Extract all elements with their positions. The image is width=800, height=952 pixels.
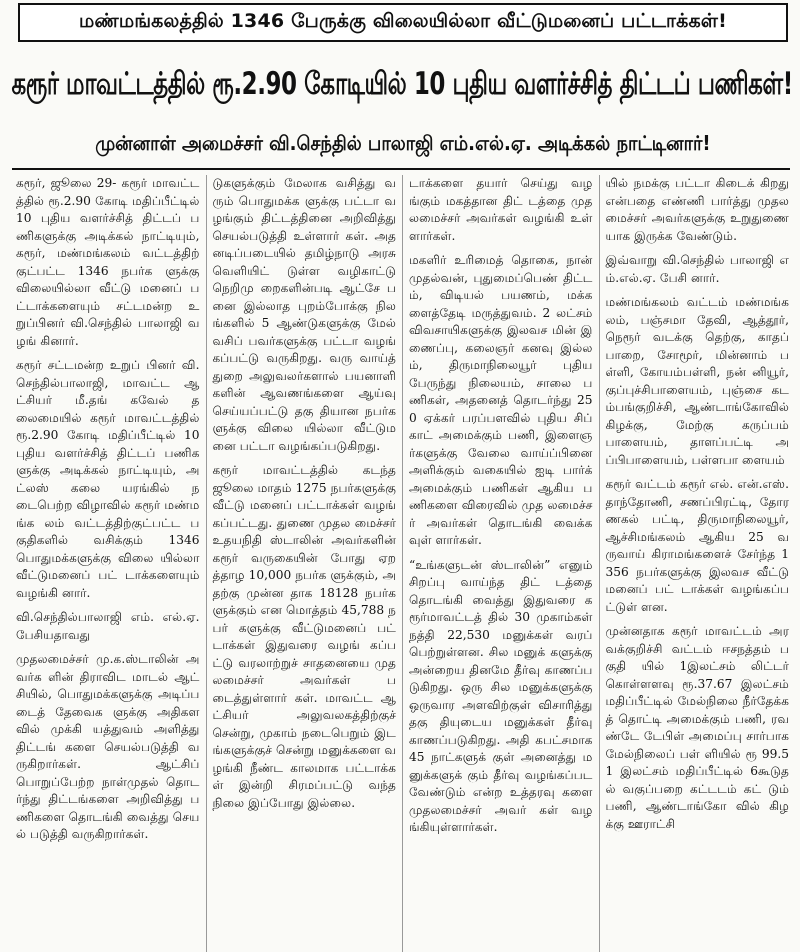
paragraph: கரூர் வட்டம் கரூர் எல். என்.எஸ். தாந்தோணி, சணப்பிரட்டி, தோரணகல் பட்டி, திருமாநிலையூர், ஆச்சிமங்கலம் ஆகிய 25 வருவாய் கிராமங்களைச் சேர்ந்த 1356 நபர்களுக்கு இலவச வீட்டு மனைப் பட் டாக்கள் வழங்கப்பட்டுள் ளன. xyxy=(605,477,789,614)
paragraph: கரூர் சட்டமன்ற உறுப் பினர் வி. செந்தில்பாலாஜி, மாவட்ட ஆட்சியர் மீ.தங் கவேல் தலைமையில் கரூர் மாவட்டத்தில் ரூ.2.90 கோடி மதிப்பீட்டில் 10 புதிய வளர்ச்சித் திட்டப் பணிகளுக்கு அடிக்கல் நாட்டியும், அட்லஸ் கலை யரங்கில் நடைபெற்ற விழாவில் கரூர் மண்மங்க லம் வட்டத்திற்குட்பட்ட பகுதிகளில் வசிக்கும் 1346 பொதுமக்களுக்கு விலை யில்லா வீட்டுமனைப் பட் டாக்களையும் வழங்கி னார். xyxy=(16,358,200,600)
article-column-1 xyxy=(10,175,207,952)
paragraph: கரூர் மாவட்டத்தில் கடந்த ஜூலை மாதம் 1275 நபர்களுக்கு வீட்டு மனைப் பட்டாக்கள் வழங் கப்பட்டது. துணை முதல மைச்சர் உதயநிதி ஸ்டாலின் அவர்களின் கரூர் வருகையின் போது ஏறத்தாழ 10,000 நபர்க ளுக்கும், அதற்கு முன்ன தாக 18128 நபர்களுக்கும் என மொத்தம் 45,788 நபர் களுக்கு வீட்டுமனைப் பட் டாக்கள் இதுவரை வழங் கப்பட்டு வரலாற்றுச் சாதனையை முதலமைச்சர் அவர்கள் படைத்துள்ளார் கள். மாவட்ட ஆட்சியர் அலுவலகத்திற்குச் சென்று, முகாம் நடைபெறும் இடங்களுக்குச் சென்று மனுக்களை வழங்கி நீண்ட காலமாக பட்டாக்கள் இன்றி சிரமப்பட்டு வந்த நிலை இப்போது இல்லை. xyxy=(212,463,396,810)
article-column-4 xyxy=(600,175,796,952)
divider-rule xyxy=(12,168,790,170)
paragraph: டாக்களை தயார் செய்து வழங்கும் மகத்தான திட் டத்தை முதலமைச்சர் அவர்கள் வழங்கி உள் ளார்கள். xyxy=(409,176,593,243)
paragraph: கரூர், ஜூலை 29- கரூர் மாவட்டத்தில் ரூ.2.90 கோடி மதிப்பீட்டில் 10 புதிய வளர்ச்சித் திட்டப் பணிகளுக்கு அடிக்கல் நாட்டியும், கரூர், மண்மங்கலம் வட்டத்திற் குட்பட்ட 1346 நபர்க ளுக்கு விலையில்லா வீட்டு மனைப் பட்டாக்களையும் சட்டமன்ற உறுப்பினர் வி.செந்தில் பாலாஜி வழங் கினார். xyxy=(16,176,200,348)
article-column-3 xyxy=(403,175,600,952)
kicker-banner xyxy=(18,3,788,42)
paragraph: இவ்வாறு வி.செந்தில் பாலாஜி எம்.எல்.ஏ. பேசி னார். xyxy=(605,253,789,285)
paragraph: யில் நமக்கு பட்டா கிடைக் கிறது என்பதை எண்ணி பார்த்து முதலமைச்சர் அவர்களுக்கு உறுதுணை யாக இருக்க வேண்டும். xyxy=(605,176,789,243)
paragraph: டுகளுக்கும் மேலாக வசித்து வரும் பொதுமக்க ளுக்கு பட்டா வழங்கும் திட்டத்தினை அறிவித்து செயல்படுத்தி உள்ளார் கள். அதனடிப்படையில் தமிழ்நாடு அரசு வெளியிட் டுள்ள வழிகாட்டு நெறிமு றைகளின்படி ஆட்சே பனை இல்லாத புறம்போக்கு நிலங்களில் 5 ஆண்டுகளுக்கு மேல் வசிப் பவர்களுக்கு பட்டா வழங் கப்பட்டு வருகிறது. வரு வாய்த் துறை அலுவலர்களால் பயனாளி களின் ஆவணங்களை ஆய்வு செய்யப்பட்டு தகு தியான நபர்களுக்கு விலை யில்லா வீட்டுமனை பட்டா வழங்கப்படுகிறது. xyxy=(212,176,396,453)
subheadline-text: முன்னாள் அமைச்சர் வி.செந்தில் பாலாஜி எம்.எல்.ஏ. அடிக்கல் நாட்டினார்! xyxy=(94,130,711,155)
paragraph: மகளிர் உரிமைத் தொகை, நான் முதல்வன், புதுமைப்பெண் திட்டம், விடியல் பயணம், மக்க ளைத்தேடி மருத்துவம். 2 லட்சம் விவசாயிகளுக்கு இலவச மின் இணைப்பு, கலைஞர் கனவு இல்லம், திருமாநிலையூர் புதிய பேருந்து நிலையம், சாலை பணிகள், அதனைத் தொடர்ந்து 250 ஏக்கர் பரப்பளவில் புதிய சிப் காட் அமைக்கும் பணி, இளைஞர்களுக்கு வேலை வாய்ப்பினை அளிக்கும் வகையில் ஐடி பார்க் அமைக்கும் பணிகள் ஆகிய பணிகளை விரைவில் முத லமைச்சர் அவர்கள் தொடங்கி வைக்கவுள் ளார்கள். xyxy=(409,253,593,547)
kicker-text: மண்மங்கலத்தில் 1346 பேருக்கு விலையில்லா வீட்டுமனைப் பட்டாக்கள்! xyxy=(78,10,728,32)
paragraph: வி.செந்தில்பாலாஜி எம். எல்.ஏ. பேசியதாவது xyxy=(16,610,200,642)
paragraph: முதலமைச்சர் மு.க.ஸ்டாலின் அவர்க ளின் திராவிட மாடல் ஆட் சியில், பொதுமக்களுக்கு அடிப்படைத் தேவைக ளுக்கு அதிகளவில் முக்கி யத்துவம் அளித்து திட்டங் களை செயல்படுத்தி வருகிறார்கள். ஆட்சிப் பொறுப்பேற்ற நாள்முதல் தொடர்ந்து திட்டங்களை அறிவித்து பணிகளை தொடங்கி வைத்து செயல் படுத்தி வருகிறார்கள். xyxy=(16,652,200,841)
subheadline xyxy=(10,124,795,164)
paragraph: மண்மங்கலம் வட்டம் மண்மங்கலம், பஞ்சமா தேவி, ஆத்தூர், நெரூர் வடக்கு தெற்கு, காதப் பாறை, சோமூர், மின்னாம் பள்ளி, கோயம்பள்ளி, நன் னியூர், குப்புச்சிபாளையம், புஞ்சை கடம்பங்குறிச்சி, ஆண்டாங்கோவில் கிழக்கு, மேற்கு கருப்பம் பாளையம், தாளப்பட்டி அப்பிபாளையம், பள்ளபா ளையம் xyxy=(605,295,789,467)
paragraph: முன்னதாக கரூர் மாவட்டம் அரவக்குறிச்சி வட்டம் ஈசநத்தம் பகுதி யில் 1இலட்சம் லிட்டர் கொள்ளளவு ரூ.37.67 இலட்சம் மதிப்பீட்டில் மேல்நிலை நீர்தேக்கத் தொட்டி அமைக்கும் பணி, ரவண்டே டேபிள் அமைப்பு சார்பாக மேல்நிலைப் பள் ளியில் ரூ 99.51 இலட்சம் மதிப்பீட்டில் 6கூடுதல் வகுப்பறை கட்டடம் கட் டும் பணி, ஆண்டாங்கோ வில் கிழக்கு ஊராட்சி xyxy=(605,624,789,831)
article-column-2 xyxy=(207,175,404,952)
article-body xyxy=(10,175,795,952)
headline xyxy=(10,50,795,122)
paragraph: “உங்களுடன் ஸ்டாலின்” எனும் சிறப்பு வாய்ந்த திட் டத்தை தொடங்கி வைத்து இதுவரை கரூர்மாவட்டத் தில் 30 முகாம்கள் நத்தி 22,530 மனுக்கள் வரப் பெற்றுள்ளன. சில மனுக் களுக்கு அன்றைய தினமே தீர்வு காணப்படுகிறது. ஒரு சில மனுக்களுக்கு ஒருவார அளவிற்குள் விசாரித்து தகு தியுடைய மனுக்கள் தீர்வு காணப்படுகிறது. அதி கபட்சமாக 45 நாட்களுக் குள் அனைத்து மனுக்களுக் கும் தீர்வு வழங்கப்பட வேண்டும் என்ற உத்தரவு களை முதலமைச்சர் அவர் கள் வழங்கியுள்ளார்கள். xyxy=(409,557,593,834)
headline-text: கரூர் மாவட்டத்தில் ரூ.2.90 கோடியில் 10 புதிய வளர்ச்சித் திட்டப் பணிகள்! xyxy=(11,66,794,102)
